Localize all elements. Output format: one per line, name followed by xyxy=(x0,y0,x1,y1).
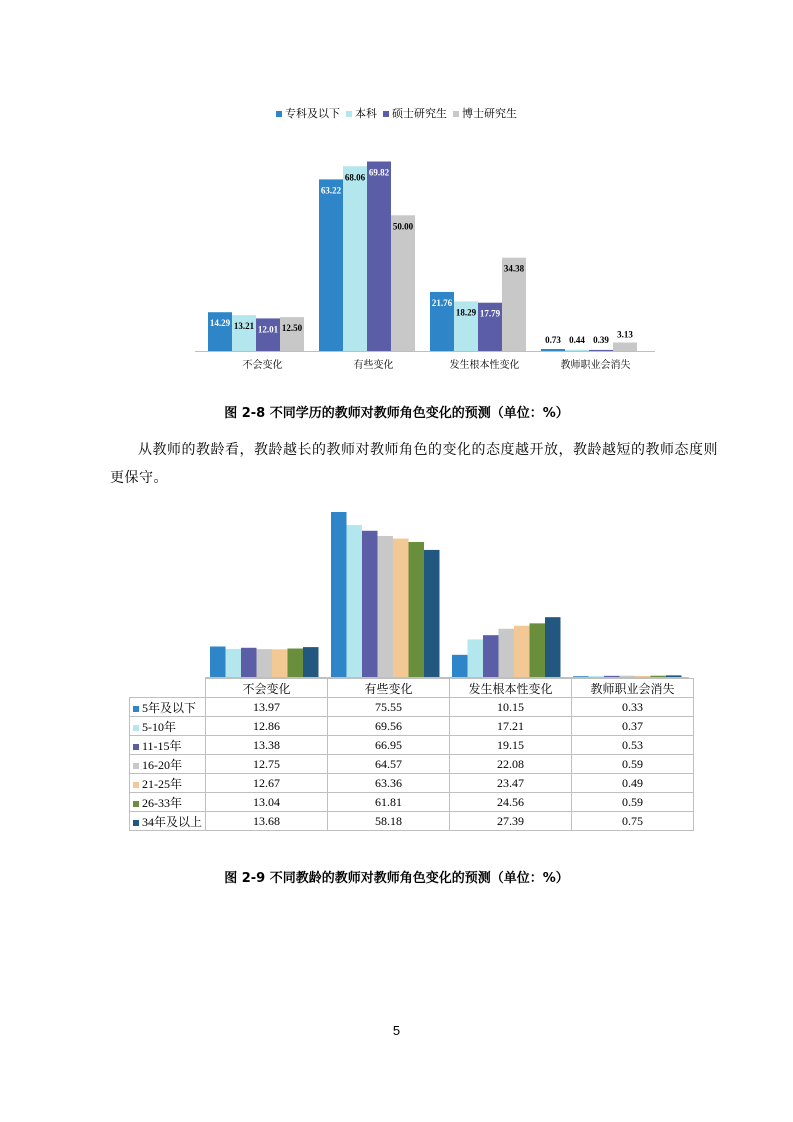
chart2-bar xyxy=(303,647,319,677)
chart2-bar xyxy=(468,639,484,677)
page-number: 5 xyxy=(392,1023,401,1038)
chart1-data-label: 50.00 xyxy=(392,221,414,232)
table-cell: 66.95 xyxy=(328,736,450,755)
chart1-data-label: 21.76 xyxy=(431,297,453,308)
table-cell: 64.57 xyxy=(328,755,450,774)
legend-swatch xyxy=(133,820,139,826)
series-label: 11-15年 xyxy=(142,738,182,753)
figure-2-9-caption: 图 2-9 不同教龄的教师对教师角色变化的预测（单位：%） xyxy=(224,871,569,886)
chart2-bar xyxy=(393,539,409,677)
table-row xyxy=(130,812,694,831)
table-corner xyxy=(130,679,206,698)
legend-label: 专科及以下 xyxy=(285,107,340,120)
chart2-bar xyxy=(483,635,499,677)
chart2-bar xyxy=(272,649,288,677)
chart1-data-label: 14.29 xyxy=(209,318,231,329)
series-label: 21-25年 xyxy=(142,776,182,791)
table-row-header xyxy=(130,755,206,774)
table-cell: 63.36 xyxy=(328,774,450,793)
chart1-category-label: 发生根本性变化 xyxy=(449,360,520,371)
table-cell: 27.39 xyxy=(450,812,572,831)
legend-swatch xyxy=(133,706,139,712)
chart2-bar xyxy=(651,676,667,677)
series-label: 5-10年 xyxy=(142,719,176,734)
table-cell: 75.55 xyxy=(328,698,450,717)
table-cell: 0.37 xyxy=(572,717,694,736)
table-column-header: 不会变化 xyxy=(206,679,328,698)
chart2-bar xyxy=(378,536,394,677)
chart2-bar xyxy=(499,629,515,677)
chart2-bar xyxy=(589,676,605,677)
table-row-header xyxy=(130,774,206,793)
table-cell: 69.56 xyxy=(328,717,450,736)
chart2-bar xyxy=(226,649,242,677)
chart1-data-label: 12.50 xyxy=(281,323,303,334)
chart1-data-label: 13.21 xyxy=(233,321,255,332)
chart1-data-label: 0.39 xyxy=(593,335,609,345)
chart2-bar xyxy=(452,655,468,677)
chart2-bar xyxy=(424,550,440,677)
chart1-data-label: 3.13 xyxy=(617,329,633,340)
legend-label: 本科 xyxy=(355,107,377,120)
table-cell: 0.59 xyxy=(572,793,694,812)
chart2-bar xyxy=(545,617,561,677)
legend-swatch xyxy=(133,725,139,731)
table-row-header xyxy=(130,736,206,755)
series-label: 5年及以下 xyxy=(142,700,197,715)
chart1-data-label: 68.06 xyxy=(344,172,366,183)
table-cell: 13.68 xyxy=(206,812,328,831)
chart2-bar xyxy=(288,649,304,677)
table-cell: 61.81 xyxy=(328,793,450,812)
chart2-bar xyxy=(530,623,546,677)
chart2-bar xyxy=(620,676,636,677)
chart2-bar xyxy=(257,649,273,677)
chart1-data-label: 0.44 xyxy=(569,335,585,345)
table-row xyxy=(130,717,694,736)
table-column-header: 教师职业会消失 xyxy=(572,679,694,698)
table-row xyxy=(130,793,694,812)
table-cell: 0.49 xyxy=(572,774,694,793)
table-row-header xyxy=(130,812,206,831)
legend-label: 博士研究生 xyxy=(462,107,517,120)
legend-label: 硕士研究生 xyxy=(392,107,447,120)
figure-2-8-caption: 图 2-8 不同学历的教师对教师角色变化的预测（单位：%） xyxy=(224,406,569,421)
chart2-bar xyxy=(604,676,620,677)
chart1-data-label: 69.82 xyxy=(368,167,390,178)
legend-swatch xyxy=(133,801,139,807)
chart2-bar xyxy=(635,676,651,677)
chart1-category-label: 不会变化 xyxy=(242,360,283,371)
chart1-category-label: 有些变化 xyxy=(353,360,394,371)
chart1-data-label: 12.01 xyxy=(257,324,279,335)
legend-swatch xyxy=(133,763,139,769)
chart2-bar xyxy=(241,648,257,677)
series-label: 26-33年 xyxy=(142,795,182,810)
legend-swatch xyxy=(133,782,139,788)
chart1-category-label: 教师职业会消失 xyxy=(560,360,631,371)
table-cell: 12.75 xyxy=(206,755,328,774)
table-cell: 22.08 xyxy=(450,755,572,774)
table-row xyxy=(130,755,694,774)
chart2-bar xyxy=(362,531,378,677)
table-row xyxy=(130,736,694,755)
chart2-bar xyxy=(409,542,425,677)
table-cell: 24.56 xyxy=(450,793,572,812)
series-label: 34年及以上 xyxy=(142,814,203,829)
series-label: 16-20年 xyxy=(142,757,182,772)
body-paragraph: 从教师的教龄看，教龄越长的教师对教师角色的变化的态度越开放，教龄越短的教师态度则更保守。 xyxy=(110,442,718,486)
table-cell: 19.15 xyxy=(450,736,572,755)
table-cell: 13.04 xyxy=(206,793,328,812)
table-column-header: 发生根本性变化 xyxy=(450,679,572,698)
table-cell: 0.75 xyxy=(572,812,694,831)
table-row-header xyxy=(130,698,206,717)
table-cell: 10.15 xyxy=(450,698,572,717)
chart1-data-label: 18.29 xyxy=(455,307,477,318)
table-cell: 0.59 xyxy=(572,755,694,774)
chart2-bar xyxy=(666,675,682,677)
chart1-data-label: 0.73 xyxy=(545,335,561,345)
chart2-data-table xyxy=(129,678,694,831)
chart1-data-label: 63.22 xyxy=(320,185,342,196)
table-row-header xyxy=(130,717,206,736)
table-cell: 13.97 xyxy=(206,698,328,717)
table-column-header: 有些变化 xyxy=(328,679,450,698)
chart2-bar xyxy=(347,525,363,677)
chart2-bar xyxy=(331,512,347,677)
table-cell: 12.67 xyxy=(206,774,328,793)
table-cell: 17.21 xyxy=(450,717,572,736)
table-cell: 13.38 xyxy=(206,736,328,755)
table-row xyxy=(130,774,694,793)
chart1-data-label: 34.38 xyxy=(503,263,525,274)
chart2-bar xyxy=(573,676,589,677)
legend-swatch xyxy=(133,744,139,750)
table-row-header xyxy=(130,793,206,812)
table-row xyxy=(130,698,694,717)
chart1-data-label: 17.79 xyxy=(479,308,501,319)
table-cell: 0.33 xyxy=(572,698,694,717)
table-cell: 58.18 xyxy=(328,812,450,831)
chart2-bar xyxy=(514,626,530,677)
table-cell: 0.53 xyxy=(572,736,694,755)
chart2-bar xyxy=(210,646,226,677)
table-cell: 12.86 xyxy=(206,717,328,736)
table-cell: 23.47 xyxy=(450,774,572,793)
